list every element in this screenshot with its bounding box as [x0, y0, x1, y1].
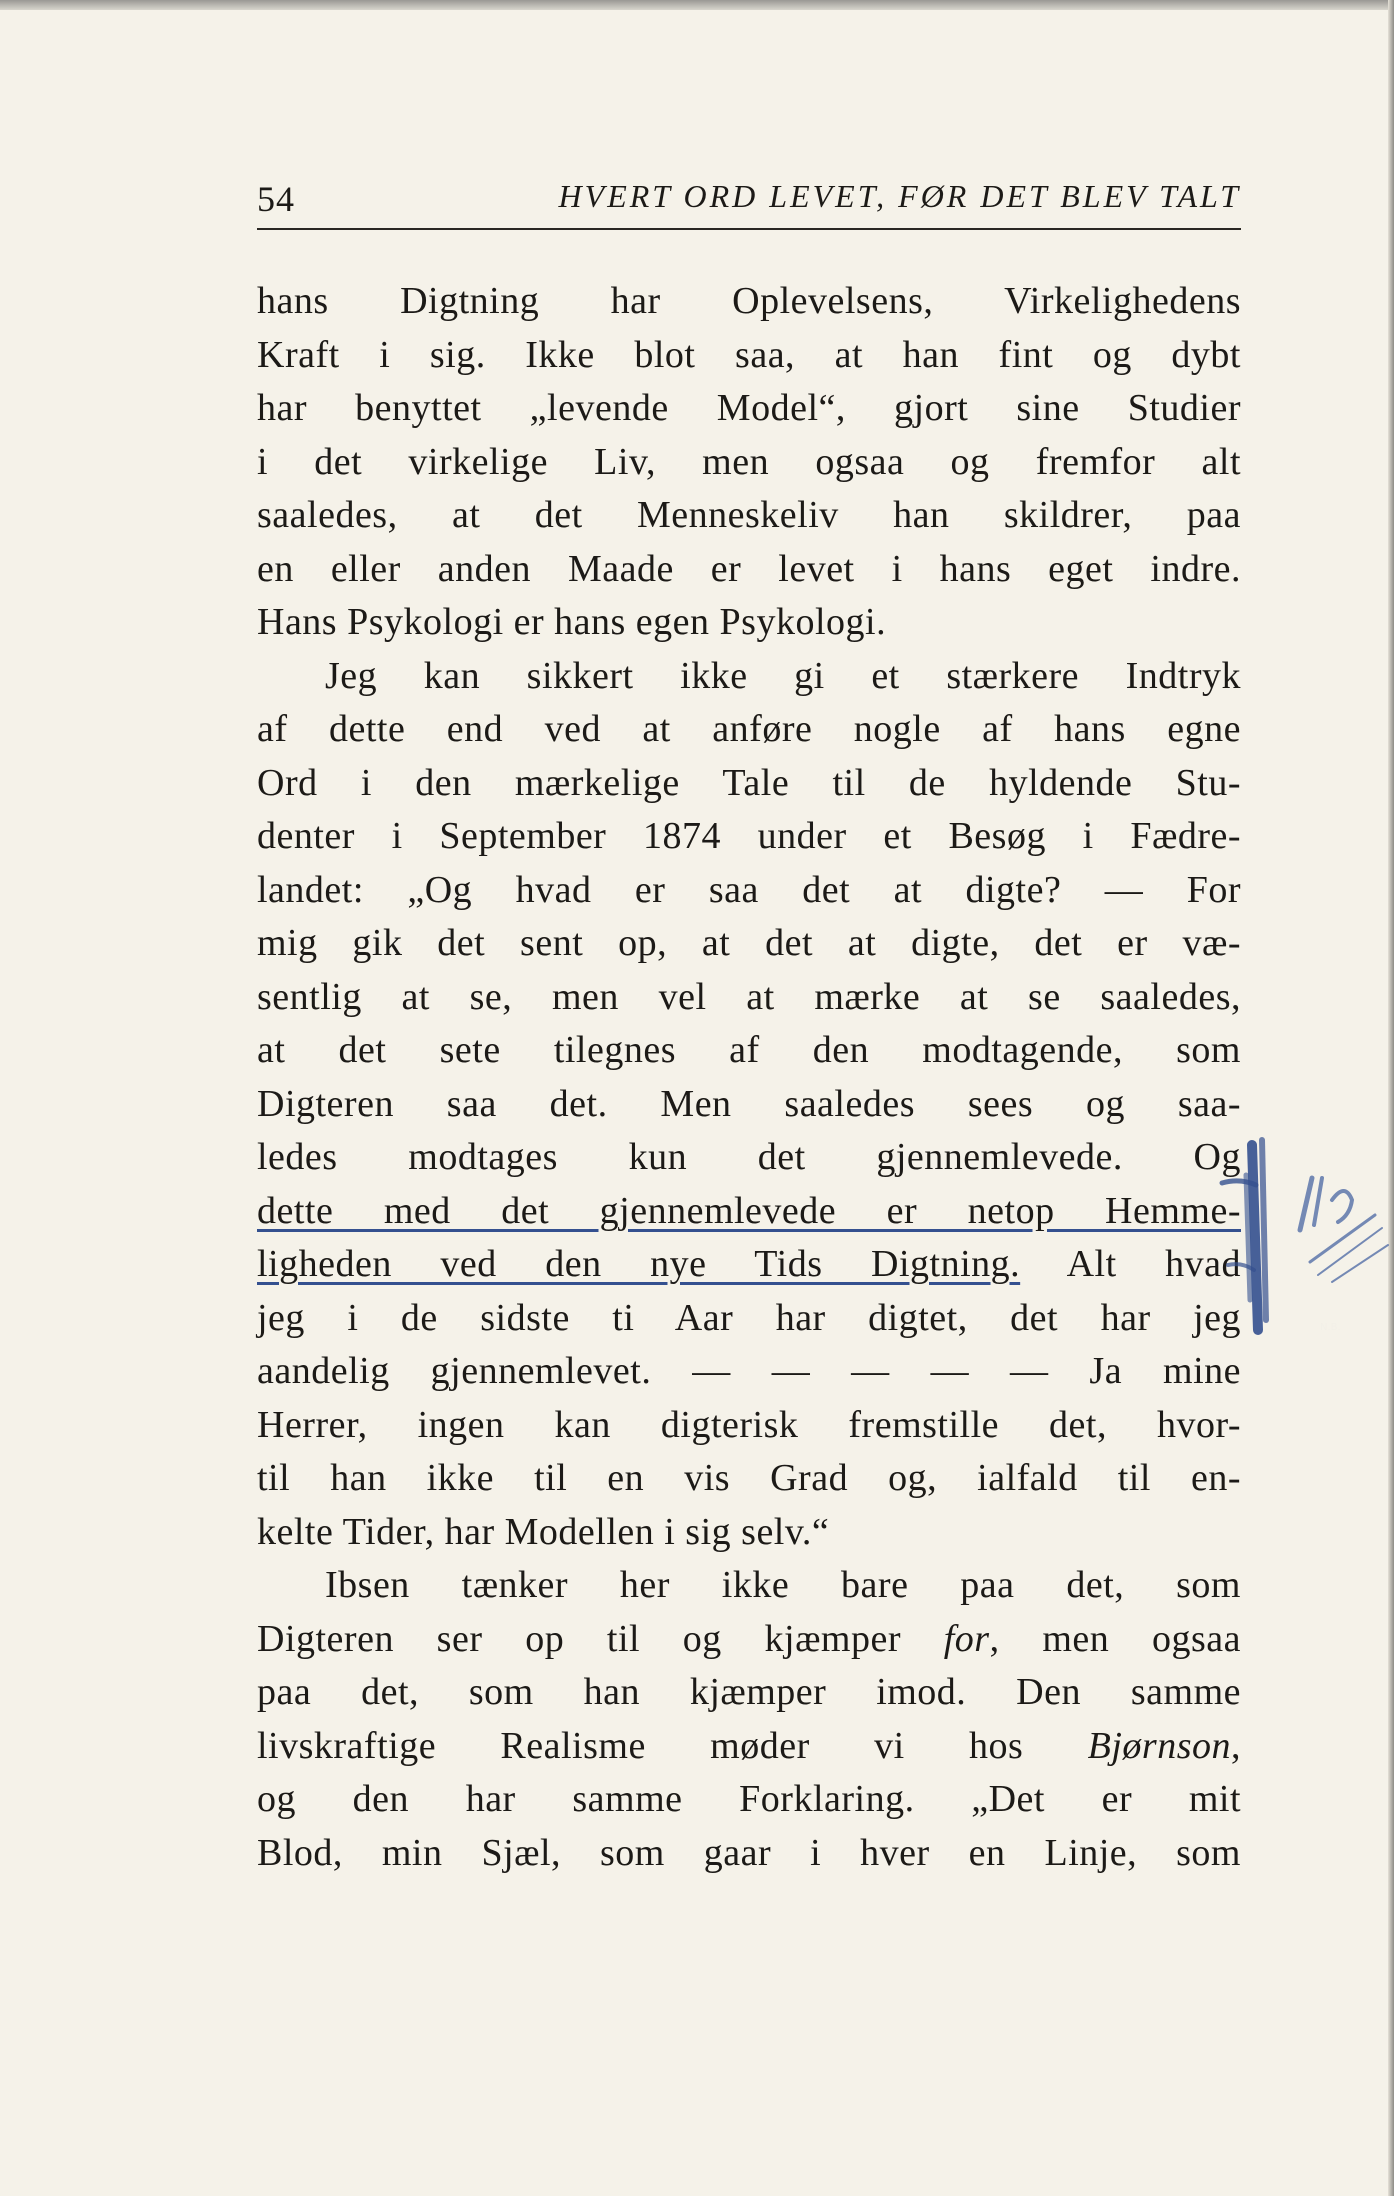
text-line: [257, 1238, 1241, 1292]
text-line: Kraft i sig. Ikke blot saa, at han fint og dybt: [257, 333, 1241, 376]
text-line: sentlig at se, men vel at mærke at se saaledes,: [257, 975, 1241, 1018]
running-title: HVERT ORD LEVET, FØR DET BLEV TALT: [558, 178, 1241, 214]
text-line: saaledes, at det Menneskeliv han skildrer, paa: [257, 494, 1241, 536]
text-line: Herrer, ingen kan digterisk fremstille det, hvor-: [257, 1403, 1241, 1446]
text-line: Hans Psykologi er hans egen Psykologi.: [257, 601, 887, 643]
marginal-note-mark: [1300, 1178, 1388, 1282]
text-line: til han ikke til en vis Grad og, ialfald til en-: [257, 1457, 1241, 1499]
text-line: at det sete tilegnes af den modtagende, som: [257, 1029, 1241, 1071]
text-line: af dette end ved at anføre nogle af hans egne: [257, 708, 1241, 750]
text-line: denter i September 1874 under et Besøg i Fædre-: [257, 815, 1241, 857]
text-line: og den har samme Forklaring. „Det er mit: [257, 1778, 1241, 1820]
text-line: en eller anden Maade er levet i hans eget indre.: [257, 547, 1241, 590]
page-top-edge: [0, 0, 1394, 10]
text-line: Ibsen tænker her ikke bare paa det, som: [325, 1564, 1241, 1606]
text-line: Jeg kan sikkert ikke gi et stærkere Indtryk: [325, 654, 1241, 697]
text-line: i det virkelige Liv, men ogsaa og fremfor alt: [257, 440, 1241, 483]
body-text: [257, 275, 1241, 1880]
text-line: [257, 1720, 1241, 1774]
text-fragment: Alt hvad: [1020, 1243, 1242, 1285]
text-line: Ord i den mærkelige Tale til de hyldende Stu-: [257, 761, 1241, 804]
text-line: paa det, som han kjæmper imod. Den samme: [257, 1671, 1241, 1713]
underlined-text-line: dette med det gjennemlevede er netop Hemme-: [257, 1189, 1241, 1232]
italic-text: for: [943, 1617, 990, 1660]
text-line: aandelig gjennemlevet. — — — — — Ja mine: [257, 1350, 1241, 1392]
text-line: har benyttet „levende Model“, gjort sine Studier: [257, 387, 1241, 429]
text-fragment: livskraftige Realisme møder vi hos: [257, 1724, 1088, 1767]
header-rule: [257, 228, 1241, 230]
text-line: kelte Tider, har Modellen i sig selv.“: [257, 1510, 830, 1553]
page-header: [257, 178, 1241, 228]
text-line: jeg i de sidste ti Aar har digtet, det har jeg: [257, 1296, 1241, 1339]
page-number: 54: [257, 179, 295, 219]
underlined-text: ligheden ved den nye Tids Digtning.: [257, 1243, 1021, 1285]
text-line: landet: „Og hvad er saa det at digte? — For: [257, 868, 1241, 911]
text-line: Blod, min Sjæl, som gaar i hver en Linje, som: [257, 1831, 1241, 1874]
italic-text: Bjørnson: [1087, 1724, 1231, 1767]
text-line: hans Digtning har Oplevelsens, Virkelighedens: [257, 280, 1241, 322]
text-line: Digteren saa det. Men saaledes sees og saa-: [257, 1082, 1241, 1125]
text-line: ledes modtages kun det gjennemlevede. Og: [257, 1136, 1241, 1178]
text-line: mig gik det sent op, at det at digte, det er væ-: [257, 922, 1241, 964]
page-right-edge: [1388, 0, 1394, 2196]
marginal-note: [1320, 1322, 1341, 1333]
text-fragment: , men ogsaa: [989, 1617, 1241, 1660]
text-line: [257, 1613, 1241, 1667]
text-fragment: Digteren ser op til og kjæmper: [257, 1617, 944, 1660]
text-fragment: ,: [1231, 1724, 1241, 1767]
